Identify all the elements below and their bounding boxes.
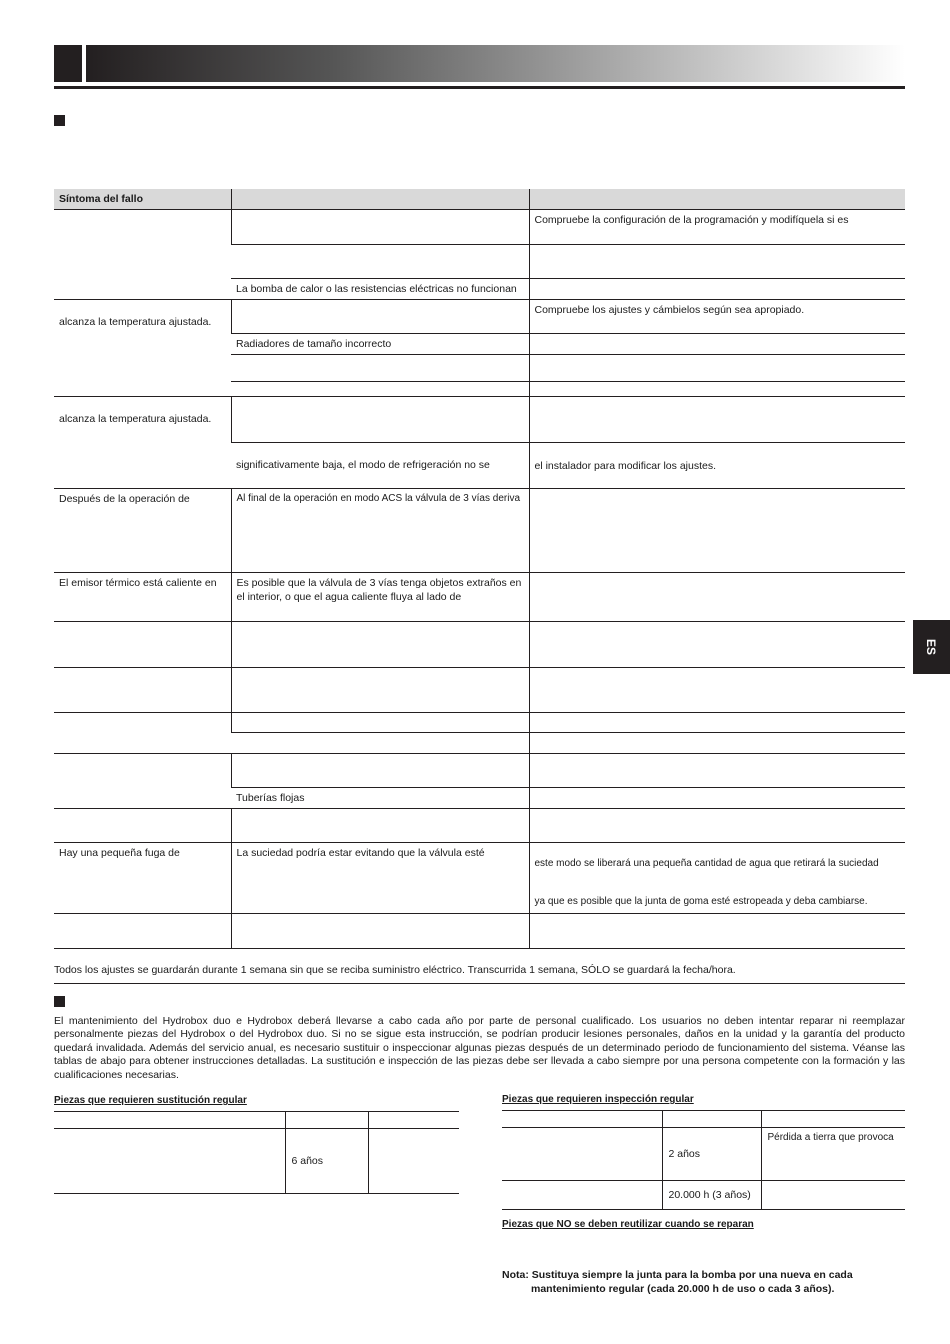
fault-table — [54, 189, 905, 949]
table-cell: 20.000 h (3 años) — [662, 1181, 761, 1210]
remedy-cell — [529, 914, 905, 949]
remedy-cell — [529, 843, 905, 914]
header-symptom: Síntoma del fallo — [54, 189, 231, 210]
cause-cell — [231, 713, 529, 733]
table-cell — [502, 1111, 662, 1128]
remedy-cell — [529, 622, 905, 668]
table-row — [502, 1181, 905, 1210]
symptom-cell — [54, 210, 231, 300]
table-row — [54, 300, 905, 334]
remedy-cell — [529, 489, 905, 573]
table-cell: 2 años — [662, 1128, 761, 1181]
cause-cell: La suciedad podría estar evitando que la válvula esté — [231, 843, 529, 914]
table-row — [54, 1129, 459, 1194]
cause-cell — [231, 622, 529, 668]
table-row — [54, 809, 905, 843]
table-row — [54, 713, 905, 733]
header-rule — [54, 86, 905, 89]
divider — [54, 983, 905, 984]
header-gradient-bar — [86, 45, 905, 82]
table-cell — [662, 1111, 761, 1128]
table-row — [54, 668, 905, 713]
table-cell — [761, 1111, 905, 1128]
cause-cell — [231, 668, 529, 713]
symptom-cell: Hay una pequeña fuga de — [54, 843, 231, 914]
remedy-cell — [529, 279, 905, 300]
remedy-cell — [529, 397, 905, 443]
replace-table-title: Piezas que requieren sustitución regular — [54, 1095, 247, 1106]
cause-cell: Tuberías flojas — [231, 788, 529, 809]
table-row — [502, 1128, 905, 1181]
symptom-cell — [54, 713, 231, 754]
table-cell — [54, 1129, 285, 1194]
cause-cell — [231, 245, 529, 279]
table-cell — [761, 1181, 905, 1210]
cause-cell — [231, 355, 529, 382]
cause-cell: Es posible que la válvula de 3 vías tenga objetos extraños en el interior, o que el agua caliente fluya al lado de — [231, 573, 529, 622]
remedy-cell: el instalador para modificar los ajustes. — [529, 443, 905, 489]
table-row — [54, 843, 905, 914]
settings-note: Todos los ajustes se guardarán durante 1 semana sin que se reciba suministro eléctrico. Transcurrida 1 semana, SÓLO se guardará la fecha/hora. — [54, 964, 736, 976]
symptom-cell: Después de la operación de — [54, 489, 231, 573]
table-cell — [502, 1128, 662, 1181]
remedy-cell — [529, 573, 905, 622]
remedy-cell — [529, 754, 905, 788]
table-cell — [54, 1112, 285, 1129]
table-cell — [285, 1112, 368, 1129]
table-row — [502, 1111, 905, 1128]
table-cell: Pérdida a tierra que provoca — [761, 1128, 905, 1181]
table-row — [54, 397, 905, 443]
header-cause — [231, 189, 529, 210]
cause-cell — [231, 210, 529, 245]
language-tab: ES — [913, 620, 950, 674]
symptom-cell: alcanza la temperatura ajustada. — [54, 300, 231, 397]
cause-cell: significativamente baja, el modo de refrigeración no se — [231, 443, 529, 489]
remedy-cell: Compruebe los ajustes y cámbielos según sea apropiado. — [529, 300, 905, 334]
table-cell — [368, 1112, 459, 1129]
remedy-cell: Compruebe la configuración de la programación y modifíquela si es — [529, 210, 905, 245]
maintenance-paragraph: El mantenimiento del Hydrobox duo e Hydrobox deberá llevarse a cabo cada año por parte de personal cualificado. Los usuarios no deben intentar reparar ni reemplazar personalmente piezas del Hydrobox o del Hydrobox duo. Si no se sigue esta instrucción, se podrían producir lesiones personales, daños en la unidad y la garantía del producto quedará invalidada. Además del servicio anual, es necesario sustituir o inspeccionar algunas piezas después de un determinado periodo de funcionamiento del sistema. Véanse las tablas de abajo para obtener instrucciones detalladas. La sustitución e inspección de las piezas debe ser llevada a cabo siempre por una persona competente con la formación y las cualificaciones necesarias. — [54, 1015, 905, 1081]
remedy-cell — [529, 355, 905, 382]
cause-cell — [231, 733, 529, 754]
remedy-line: ya que es posible que la junta de goma esté estropeada y deba cambiarse. — [534, 896, 868, 907]
cause-cell: Al final de la operación en modo ACS la válvula de 3 vías deriva — [231, 489, 529, 573]
section-marker-icon — [54, 996, 65, 1007]
symptom-cell — [54, 809, 231, 843]
remedy-cell — [529, 245, 905, 279]
inspect-table-title: Piezas que requieren inspección regular — [502, 1094, 694, 1105]
symptom-cell: alcanza la temperatura ajustada. — [54, 397, 231, 489]
cause-cell: La bomba de calor o las resistencias eléctricas no funcionan — [231, 279, 529, 300]
nota-line-2: mantenimiento regular (cada 20.000 h de uso o cada 3 años). — [531, 1283, 835, 1295]
remedy-cell — [529, 788, 905, 809]
symptom-cell — [54, 668, 231, 713]
inspect-table — [502, 1110, 905, 1210]
symptom-cell: El emisor térmico está caliente en — [54, 573, 231, 622]
symptom-cell — [54, 914, 231, 949]
remedy-line: este modo se liberará una pequeña cantidad de agua que retirará la suciedad — [534, 858, 879, 869]
section-marker-icon — [54, 115, 65, 126]
remedy-cell — [529, 733, 905, 754]
nota-line-1: Nota: Sustituya siempre la junta para la bomba por una nueva en cada — [502, 1269, 853, 1281]
cause-cell — [231, 300, 529, 334]
symptom-cell — [54, 622, 231, 668]
table-cell: 6 años — [285, 1129, 368, 1194]
table-cell — [502, 1181, 662, 1210]
cause-cell — [231, 397, 529, 443]
no-reuse-title: Piezas que NO se deben reutilizar cuando se reparan — [502, 1219, 754, 1230]
remedy-cell — [529, 334, 905, 355]
nota — [502, 1268, 853, 1296]
cause-cell: Radiadores de tamaño incorrecto — [231, 334, 529, 355]
table-row — [54, 754, 905, 788]
table-row — [54, 622, 905, 668]
table-cell — [368, 1129, 459, 1194]
remedy-cell — [529, 382, 905, 397]
header-remedy — [529, 189, 905, 210]
cause-cell — [231, 382, 529, 397]
header-block — [54, 45, 82, 82]
table-row — [54, 210, 905, 245]
symptom-cell — [54, 754, 231, 809]
cause-cell — [231, 754, 529, 788]
remedy-cell — [529, 713, 905, 733]
cause-cell — [231, 809, 529, 843]
cause-cell — [231, 914, 529, 949]
table-row — [54, 914, 905, 949]
table-row — [54, 1112, 459, 1129]
remedy-cell — [529, 809, 905, 843]
table-row — [54, 573, 905, 622]
remedy-cell — [529, 668, 905, 713]
table-row — [54, 489, 905, 573]
replace-table — [54, 1111, 459, 1194]
